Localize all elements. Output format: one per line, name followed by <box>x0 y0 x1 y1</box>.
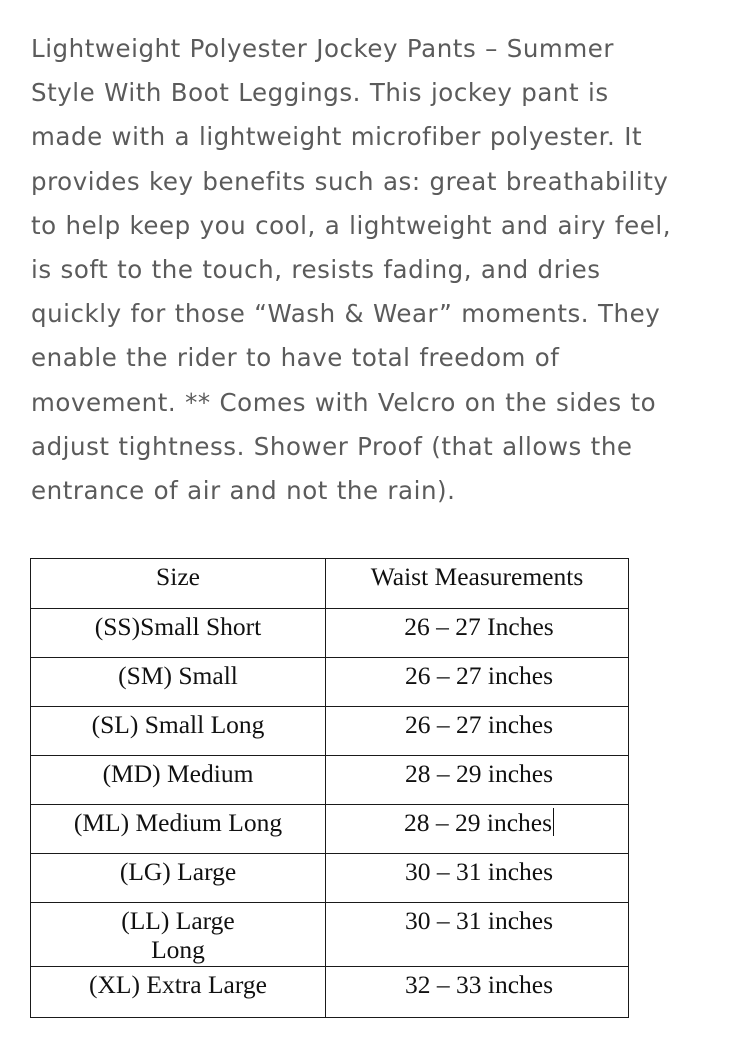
size-cell: (XL) Extra Large <box>31 967 326 1018</box>
size-chart-table <box>30 558 629 1018</box>
size-cell: (MD) Medium <box>31 756 326 805</box>
table-row <box>31 756 629 805</box>
description-line: to help keep you cool, a lightweight and airy feel, <box>31 210 672 240</box>
description-line: is soft to the touch, resists fading, and dries <box>31 255 601 285</box>
description-line: Style With Boot Leggings. This jockey pant is <box>31 78 609 108</box>
product-description <box>31 27 731 513</box>
waist-cell: 26 – 27 Inches <box>326 609 629 658</box>
description-line: movement. ** Comes with Velcro on the sides to <box>31 387 657 417</box>
size-cell: (LG) Large <box>31 854 326 903</box>
table-row <box>31 609 629 658</box>
size-cell: (SS)Small Short <box>31 609 326 658</box>
table-row <box>31 707 629 756</box>
table-row <box>31 805 629 854</box>
waist-value: 28 – 29 inches <box>403 808 553 837</box>
description-line: quickly for those “Wash & Wear” moments. They <box>31 299 661 329</box>
size-cell: (SM) Small <box>31 658 326 707</box>
description-line: Lightweight Polyester Jockey Pants – Summer <box>31 34 614 63</box>
description-line: made with a lightweight microfiber polyester. It <box>31 122 643 152</box>
size-cell: (ML) Medium Long <box>31 805 326 854</box>
description-line: adjust tightness. Shower Proof (that allows the <box>31 431 633 461</box>
size-cell: (SL) Small Long <box>31 707 326 756</box>
text-caret <box>553 808 554 836</box>
size-label-line: Long <box>151 935 205 964</box>
table-row <box>31 903 629 967</box>
description-line: provides key benefits such as: great breathability <box>31 166 669 196</box>
size-label-line: (LL) Large <box>121 906 235 935</box>
size-cell <box>31 903 326 967</box>
table-row <box>31 658 629 707</box>
waist-cell: 26 – 27 inches <box>326 707 629 756</box>
waist-cell: 26 – 27 inches <box>326 658 629 707</box>
description-line: enable the rider to have total freedom of <box>31 343 560 373</box>
table-row <box>31 854 629 903</box>
waist-cell: 30 – 31 inches <box>326 854 629 903</box>
waist-column-header: Waist Measurements <box>326 559 629 609</box>
waist-cell: 32 – 33 inches <box>326 967 629 1018</box>
waist-cell: 30 – 31 inches <box>326 903 629 967</box>
waist-cell <box>326 805 629 854</box>
table-header-row <box>31 559 629 609</box>
table-row <box>31 967 629 1018</box>
description-line: entrance of air and not the rain). <box>31 476 456 506</box>
waist-cell: 28 – 29 inches <box>326 756 629 805</box>
size-column-header: Size <box>31 559 326 609</box>
